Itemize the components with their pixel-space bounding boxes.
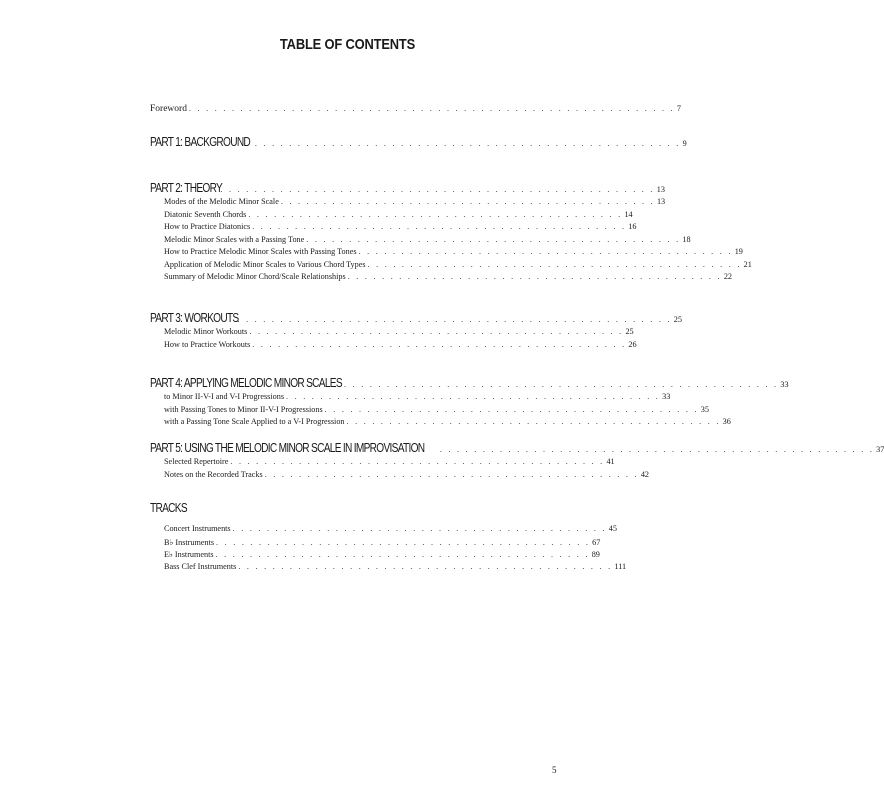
dot-leader: . . . . . . . . . . . . . . . . . . . . . . . . . . . . . . . . . . . . . . . . . . . . . . . . . . . xyxy=(220,185,655,194)
toc-entry-page: 13 xyxy=(656,197,666,206)
toc-entry-label: How to Practice Diatonics xyxy=(164,222,251,231)
toc-entry[interactable] xyxy=(164,457,615,466)
toc-entry-page: 33 xyxy=(662,392,671,401)
toc-entry-label: Melodic Minor Scales with a Passing Tone xyxy=(164,235,305,244)
toc-entry[interactable] xyxy=(164,562,627,571)
toc-part-2[interactable] xyxy=(150,180,665,195)
dot-leader: . . . . . . . . . . . . . . . . . . . . . . . . . . . . . . . . . . . . . . . . . . . . xyxy=(324,405,699,414)
part-heading: PART 4: APPLYING MELODIC MINOR SCALES xyxy=(150,375,342,390)
dot-leader: . . . . . . . . . . . . . . . . . . . . . . . . . . . . . . . . . . . . . . . . . . . . xyxy=(347,272,722,281)
toc-entry-label: How to Practice Workouts xyxy=(164,340,251,349)
toc-entry[interactable] xyxy=(164,470,649,479)
toc-part-page: 25 xyxy=(673,315,682,324)
part-heading: PART 1: BACKGROUND xyxy=(150,134,251,149)
toc-entry[interactable] xyxy=(164,197,666,206)
dot-leader: . . . . . . . . . . . . . . . . . . . . . . . . . . . . . . . . . . . . . . . . . . . . xyxy=(286,392,661,401)
dot-leader: . . . . . . . . . . . . . . . . . . . . . . . . . . . . . . . . . . . . . . . . . . . . xyxy=(238,562,613,571)
toc-entry[interactable] xyxy=(164,222,637,231)
toc-entry-page: 21 xyxy=(743,260,752,269)
toc-entry[interactable] xyxy=(164,537,601,547)
page-number: 5 xyxy=(552,765,557,775)
toc-part-page: 37 xyxy=(876,445,884,454)
tracks-heading: TRACKS xyxy=(150,500,187,515)
dot-leader: . . . . . . . . . . . . . . . . . . . . . . . . . . . . . . . . . . . . . . . . . . . . xyxy=(346,417,721,426)
toc-entry[interactable] xyxy=(164,524,617,533)
toc-entry[interactable] xyxy=(164,260,752,269)
toc-entry-label: E♭ Instruments xyxy=(164,550,214,559)
toc-part-page: 9 xyxy=(682,139,687,148)
toc-entry-page: 41 xyxy=(606,457,615,466)
page-title: TABLE OF CONTENTS xyxy=(279,36,416,53)
toc-entry-label: with a Passing Tone Scale Applied to a V-I Progression xyxy=(164,417,345,426)
toc-part-3[interactable] xyxy=(150,310,682,325)
toc-part-5[interactable] xyxy=(150,440,884,455)
part-heading: PART 5: USING THE MELODIC MINOR SCALE IN IMPROVISATION xyxy=(150,440,425,455)
toc-entry-label: Selected Repertoire xyxy=(164,457,229,466)
toc-entry-label: Application of Melodic Minor Scales to Various Chord Types xyxy=(164,260,366,269)
toc-entry-label: Melodic Minor Workouts xyxy=(164,327,248,336)
toc-part-page: 13 xyxy=(656,185,665,194)
toc-entry-page: 26 xyxy=(628,340,637,349)
dot-leader: . . . . . . . . . . . . . . . . . . . . . . . . . . . . . . . . . . . . . . . . . . . . xyxy=(216,538,591,547)
dot-leader: . . . . . . . . . . . . . . . . . . . . . . . . . . . . . . . . . . . . . . . . . . . . xyxy=(249,327,624,336)
toc-part-4[interactable] xyxy=(150,375,789,390)
dot-leader: . . . . . . . . . . . . . . . . . . . . . . . . . . . . . . . . . . . . . . . . . . . . xyxy=(280,197,655,206)
toc-entry[interactable] xyxy=(164,417,731,426)
toc-entry-label: Diatonic Seventh Chords xyxy=(164,210,247,219)
part-heading: PART 3: WORKOUTS xyxy=(150,310,239,325)
toc-entry-page: 16 xyxy=(628,222,637,231)
toc-entry-label: to Minor II-V-I and V-I Progressions xyxy=(164,392,284,401)
dot-leader: . . . . . . . . . . . . . . . . . . . . . . . . . . . . . . . . . . . . . . . . . . . . xyxy=(215,550,590,559)
dot-leader: . . . . . . . . . . . . . . . . . . . . . . . . . . . . . . . . . . . . . . . . . . . . xyxy=(232,524,607,533)
toc-entry-page: 42 xyxy=(640,470,649,479)
toc-entry[interactable] xyxy=(164,340,637,349)
toc-entry[interactable] xyxy=(164,405,709,414)
toc-part-1[interactable] xyxy=(150,134,687,149)
dot-leader: . . . . . . . . . . . . . . . . . . . . . . . . . . . . . . . . . . . . . . . . . . . . xyxy=(358,247,733,256)
dot-leader: . . . . . . . . . . . . . . . . . . . . . . . . . . . . . . . . . . . . . . . . . . . . xyxy=(252,222,627,231)
toc-entry-page: 14 xyxy=(624,210,633,219)
toc-entry-page: 22 xyxy=(723,272,732,281)
dot-leader: . . . . . . . . . . . . . . . . . . . . . . . . . . . . . . . . . . . . . . . . . . . . . . . . . . . xyxy=(344,380,779,389)
dot-leader: . . . . . . . . . . . . . . . . . . . . . . . . . . . . . . . . . . . . . . . . . . . . xyxy=(248,210,623,219)
dot-leader: . . . . . . . . . . . . . . . . . . . . . . . . . . . . . . . . . . . . . . . . . . . . xyxy=(264,470,639,479)
dot-leader: . . . . . . . . . . . . . . . . . . . . . . . . . . . . . . . . . . . . . . . . . . . . xyxy=(252,340,627,349)
toc-entry-page: 45 xyxy=(608,524,617,533)
dot-leader: . . . . . . . . . . . . . . . . . . . . . . . . . . . . . . . . . . . . . . . . . . . . . . . . . . . xyxy=(246,139,681,148)
toc-entry-label: How to Practice Melodic Minor Scales with Passing Tones xyxy=(164,247,357,256)
toc-entry-page: 67 xyxy=(592,538,601,547)
toc-entry-page: 18 xyxy=(682,235,691,244)
dot-leader: . . . . . . . . . . . . . . . . . . . . . . . . . . . . . . . . . . . . . . . . . . . . xyxy=(367,260,742,269)
toc-entry[interactable] xyxy=(164,210,633,219)
dot-leader: . . . . . . . . . . . . . . . . . . . . . . . . . . . . . . . . . . . . . . . . . . . . xyxy=(230,457,605,466)
part-heading: PART 2: THEORY xyxy=(150,180,223,195)
toc-entry[interactable] xyxy=(164,392,671,401)
toc-entry-label: Modes of the Melodic Minor Scale xyxy=(164,197,279,206)
toc-entry-label: Summary of Melodic Minor Chord/Scale Relationships xyxy=(164,272,346,281)
toc-entry-page: 35 xyxy=(700,405,709,414)
toc-entry-label: Bass Clef Instruments xyxy=(164,562,237,571)
toc-entry-page: 19 xyxy=(734,247,743,256)
toc-entry-label: Notes on the Recorded Tracks xyxy=(164,470,263,479)
dot-leader: . . . . . . . . . . . . . . . . . . . . . . . . . . . . . . . . . . . . . . . . . . . . . . . . . . . . . . . . . xyxy=(188,104,675,113)
toc-entry[interactable] xyxy=(164,235,691,244)
toc-entry-label: Foreword xyxy=(150,104,187,114)
dot-leader: . . . . . . . . . . . . . . . . . . . . . . . . . . . . . . . . . . . . . . . . . . . . . . . . . . . xyxy=(439,445,875,454)
toc-entry-page: 7 xyxy=(676,104,681,113)
toc-entry[interactable] xyxy=(164,247,743,256)
toc-entry-foreword[interactable] xyxy=(150,104,681,114)
toc-entry-label: with Passing Tones to Minor II-V-I Progressions xyxy=(164,405,323,414)
toc-entry[interactable] xyxy=(164,272,732,281)
toc-entry-page: 25 xyxy=(625,327,634,336)
toc-entry-page: 36 xyxy=(722,417,731,426)
toc-entry-page: 111 xyxy=(614,562,627,571)
dot-leader: . . . . . . . . . . . . . . . . . . . . . . . . . . . . . . . . . . . . . . . . . . . . xyxy=(306,235,681,244)
toc-entry-label: Concert Instruments xyxy=(164,524,231,533)
dot-leader: . . . . . . . . . . . . . . . . . . . . . . . . . . . . . . . . . . . . . . . . . . . . . . . . . . . xyxy=(237,315,672,324)
toc-entry-label: B♭ Instruments xyxy=(164,538,215,547)
toc-entry[interactable] xyxy=(164,327,634,336)
toc-entry[interactable] xyxy=(164,549,600,559)
toc-entry-page: 89 xyxy=(591,550,600,559)
toc-part-page: 33 xyxy=(780,380,789,389)
